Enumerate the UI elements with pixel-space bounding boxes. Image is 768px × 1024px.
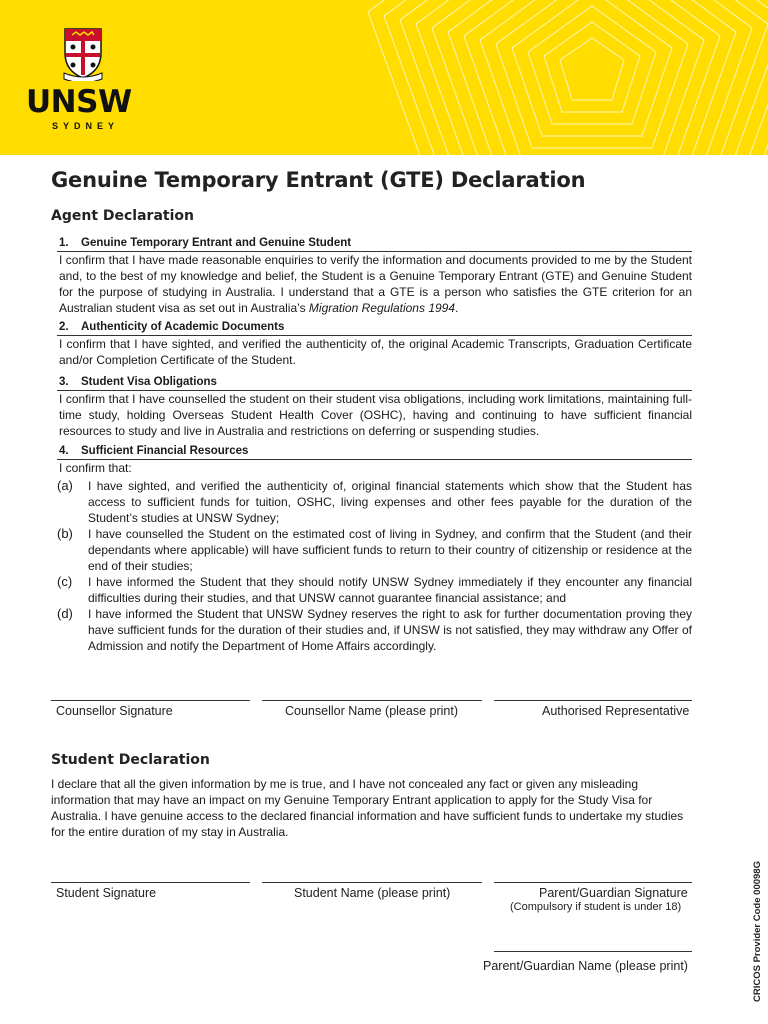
- item-text: I have counselled the Student on the estimated cost of living in Sydney, and confirm that the Student (and their dependants where applicable) will have sufficient funds to return to their country of citizenship or residence at the end of their studies;: [88, 527, 692, 573]
- counsellor-signature-label: Counsellor Signature: [56, 704, 173, 718]
- section-header: [57, 375, 692, 391]
- section-body-emphasis: Migration Regulations 1994: [308, 301, 456, 315]
- unsw-logo: [26, 20, 138, 132]
- guardian-name-line[interactable]: [494, 951, 692, 952]
- student-signature-line[interactable]: [51, 882, 250, 883]
- counsellor-name-line[interactable]: [262, 700, 482, 701]
- page-title: Genuine Temporary Entrant (GTE) Declaration: [51, 168, 586, 192]
- guardian-name-label: Parent/Guardian Name (please print): [483, 959, 688, 973]
- section-header: [57, 236, 692, 252]
- section-gte-genuine-student: [57, 236, 692, 316]
- student-signature-label: Student Signature: [56, 886, 157, 900]
- section-title: Genuine Temporary Entrant and Genuine Student: [81, 237, 352, 249]
- guardian-signature-line[interactable]: [494, 882, 692, 883]
- agent-declaration-heading: Agent Declaration: [51, 208, 194, 224]
- section-header: [57, 444, 692, 460]
- student-name-label: Student Name (please print): [294, 886, 451, 900]
- item-label: (b): [57, 526, 73, 541]
- section-body-text: I confirm that I have made reasonable enquiries to verify the information and documents provided to me by the Student and, to the best of my knowledge and belief, the Student is a Genuine Temporary Entrant (GTE) and Genuine Student for the purpose of studying in Australia. I understand that a GTE is a person who satisfies the GTE criterion for an Australian student visa as set out in Australia’s: [59, 253, 692, 315]
- item-text: I have sighted, and verified the authenticity of, original financial statements which show that the Student has access to sufficient funds for tuition, OSHC, living expenses and other fees payable for the duration of the Student’s studies at UNSW Sydney;: [88, 479, 692, 525]
- section-body: I confirm that I have sighted, and verified the authenticity of, the original Academic Transcripts, Graduation Certificate and/or Completion Certificate of the Student.: [59, 337, 692, 367]
- section-title: Authenticity of Academic Documents: [81, 321, 285, 333]
- section-number: 3.: [59, 376, 69, 388]
- section-body: I confirm that I have counselled the student on their student visa obligations, including work limitations, maintaining full-time study, holding Overseas Student Health Cover (OSHC), having and continuing to have sufficient financial resources to study and live in Australia and restrictions on deferring or suspending studies.: [59, 392, 692, 438]
- section-financial-resources: [57, 444, 692, 654]
- list-item: [57, 606, 692, 654]
- sydney-wordmark: SYDNEY: [52, 121, 120, 131]
- item-text: I have informed the Student that they should notify UNSW Sydney immediately if they encounter any financial difficulties during their studies, and that UNSW cannot guarantee financial assistance; and: [88, 575, 692, 605]
- guardian-note: (Compulsory if student is under 18): [510, 901, 682, 913]
- header-banner: [0, 0, 768, 155]
- section-visa-obligations: [57, 375, 692, 439]
- list-item: [57, 478, 692, 526]
- section-academic-documents: [57, 320, 692, 368]
- authorised-representative-line[interactable]: [494, 700, 692, 701]
- section-number: 2.: [59, 321, 69, 333]
- section-intro: I confirm that:: [59, 461, 132, 475]
- item-label: (d): [57, 606, 73, 621]
- item-label: (c): [57, 574, 73, 589]
- student-name-line[interactable]: [262, 882, 482, 883]
- cricos-code: CRICOS Provider Code 00098G: [752, 861, 763, 1002]
- section-body: [57, 252, 692, 316]
- section-header: [57, 320, 692, 336]
- counsellor-signature-line[interactable]: [51, 700, 250, 701]
- section-title: Student Visa Obligations: [81, 376, 217, 388]
- list-item: [57, 574, 692, 606]
- counsellor-name-label: Counsellor Name (please print): [285, 704, 458, 718]
- student-declaration-body: I declare that all the given information by me is true, and I have not concealed any fact or given any misleading information that may have an impact on my Genuine Temporary Entrant application to apply for the Study Visa for Australia. I have genuine access to the declared financial information and have sufficient funds to undertake my studies for the entire duration of my stay in Australia.: [51, 777, 684, 839]
- unsw-crest-icon: [62, 23, 104, 81]
- list-item: [57, 526, 692, 574]
- unsw-wordmark: UNSW: [26, 84, 132, 120]
- student-declaration-heading: Student Declaration: [51, 752, 210, 768]
- item-text: I have informed the Student that UNSW Sydney reserves the right to ask for further documentation proving they have sufficient funds for the duration of their studies and, if UNSW is not satisfied, they may withdraw any Offer of Admission and notify the Department of Home Affairs accordingly.: [88, 607, 692, 653]
- section-number: 1.: [59, 237, 69, 249]
- section-title: Sufficient Financial Resources: [81, 445, 249, 457]
- item-label: (a): [57, 478, 73, 493]
- section-body-end: .: [455, 301, 459, 315]
- guardian-signature-label: Parent/Guardian Signature: [539, 886, 688, 900]
- authorised-representative-label: Authorised Representative: [542, 704, 690, 718]
- section-number: 4.: [59, 445, 69, 457]
